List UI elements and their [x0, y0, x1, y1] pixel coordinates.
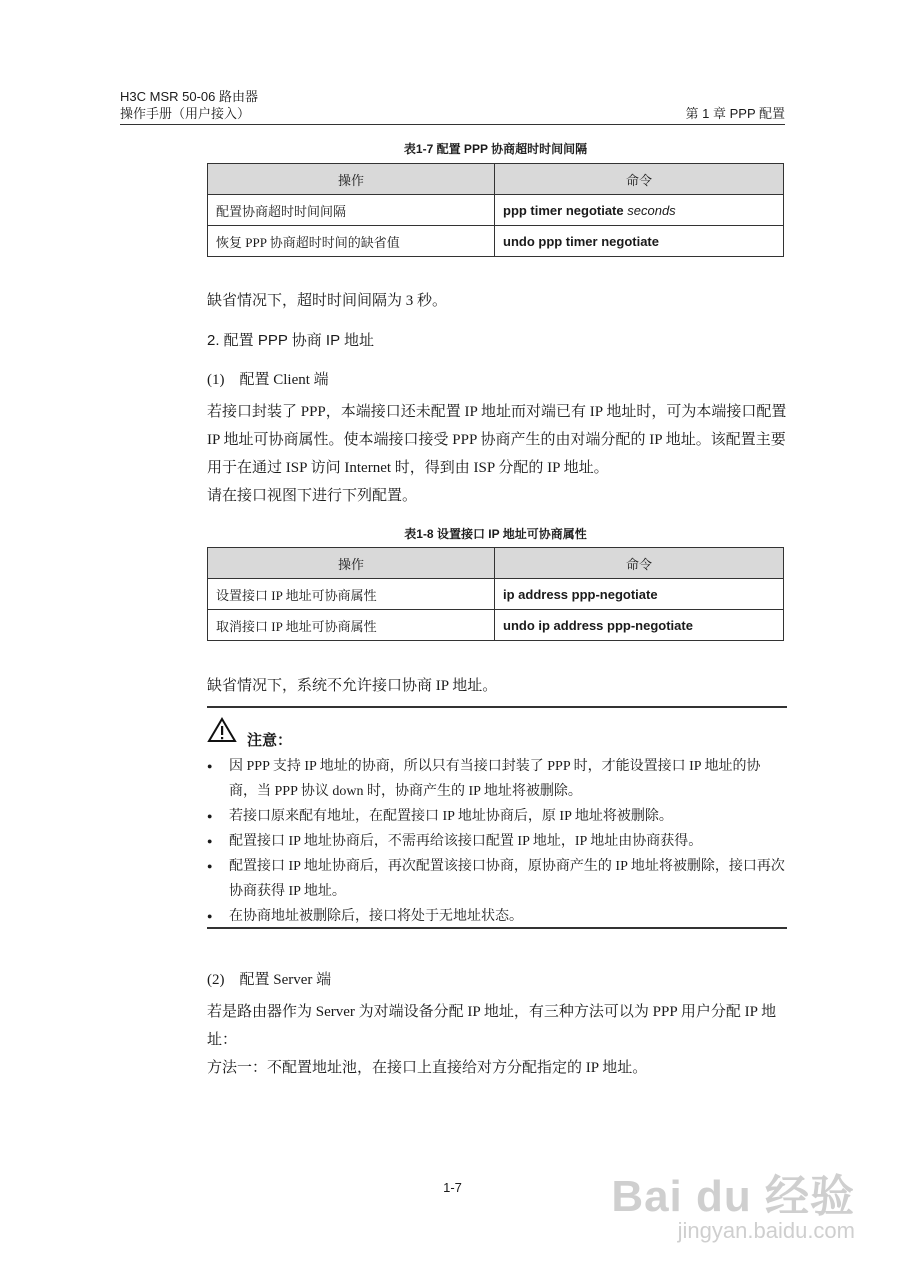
table1 — [207, 163, 784, 257]
warning-icon — [207, 717, 237, 748]
list-item: ● 配置接口 IP 地址协商后，不需再给该接口配置 IP 地址，IP 地址由协商获得。 — [207, 829, 787, 854]
table1-header-op: 操作 — [208, 164, 495, 195]
header-rule — [120, 124, 785, 125]
para-default-negotiate: 缺省情况下，系统不允许接口协商 IP 地址。 — [207, 678, 498, 694]
para-interface-view: 请在接口视图下进行下列配置。 — [207, 488, 418, 504]
para-default-timeout: 缺省情况下，超时时间间隔为 3 秒。 — [207, 293, 448, 309]
table1-cmd: undo ppp timer negotiate — [495, 226, 784, 257]
note-bottom-rule — [207, 927, 787, 929]
table-row — [208, 579, 784, 610]
para-method-one: 方法一：不配置地址池，在接口上直接给对方分配指定的 IP 地址。 — [207, 1060, 648, 1076]
table1-caption: 表1-7 配置 PPP 协商超时时间间隔 — [403, 142, 588, 156]
table2-caption: 表1-8 设置接口 IP 地址可协商属性 — [404, 527, 587, 541]
watermark-logo: Bai du 经验 — [611, 1172, 855, 1221]
section-title: 2. 配置 PPP 协商 IP 地址 — [207, 332, 374, 349]
header-manual: 操作手册（用户接入） — [120, 106, 251, 121]
para-server: 若是路由器作为 Server 为对端设备分配 IP 地址，有三种方法可以为 PPP 用户分配 IP 地址： — [207, 1004, 777, 1048]
list-item: ● 因 PPP 支持 IP 地址的协商，所以只有当接口封装了 PPP 时，才能设置接口 IP 地址的协商，当 PPP 协议 down 时，协商产生的 IP 地址将被删除。 — [207, 754, 787, 804]
table1-op: 配置协商超时时间间隔 — [208, 195, 495, 226]
subsection-title-server: (2) 配置 Server 端 — [207, 972, 332, 988]
table2-op: 设置接口 IP 地址可协商属性 — [208, 579, 495, 610]
table2-cmd: undo ip address ppp-negotiate — [495, 610, 784, 641]
table-row — [208, 610, 784, 641]
header-chapter: 第 1 章 PPP 配置 — [685, 106, 785, 121]
list-item: ● 若接口原来配有地址，在配置接口 IP 地址协商后，原 IP 地址将被删除。 — [207, 804, 787, 829]
table2-header-op: 操作 — [208, 548, 495, 579]
table2 — [207, 547, 784, 641]
note-label: 注意： — [247, 733, 293, 749]
table2-cmd: ip address ppp-negotiate — [495, 579, 784, 610]
header-product: H3C MSR 50-06 路由器 — [120, 89, 258, 104]
note-list — [207, 754, 787, 929]
table1-op: 恢复 PPP 协商超时时间的缺省值 — [208, 226, 495, 257]
para-client: 若接口封装了 PPP，本端接口还未配置 IP 地址而对端已有 IP 地址时，可为本端接口配置 IP 地址可协商属性。使本端接口接受 PPP 协商产生的由对端分配的 IP 地址。该配置主要用于在通过 ISP 访问 Internet 时，得到由 ISP 分配的 IP 地址。 — [207, 404, 787, 476]
page-number: 1-7 — [443, 1180, 462, 1195]
list-item: ● 在协商地址被删除后，接口将处于无地址状态。 — [207, 904, 787, 929]
table1-header-cmd: 命令 — [495, 164, 784, 195]
table1-cmd: ppp timer negotiate seconds — [495, 195, 784, 226]
watermark-url: jingyan.baidu.com — [677, 1218, 855, 1243]
table2-op: 取消接口 IP 地址可协商属性 — [208, 610, 495, 641]
table2-header-cmd: 命令 — [495, 548, 784, 579]
table-row — [208, 195, 784, 226]
list-item: ● 配置接口 IP 地址协商后，再次配置该接口协商，原协商产生的 IP 地址将被删除，接口再次协商获得 IP 地址。 — [207, 854, 787, 904]
table-row — [208, 226, 784, 257]
subsection-title-client: (1) 配置 Client 端 — [207, 372, 329, 388]
table1-arg: seconds — [627, 202, 676, 218]
note-top-rule — [207, 706, 787, 708]
